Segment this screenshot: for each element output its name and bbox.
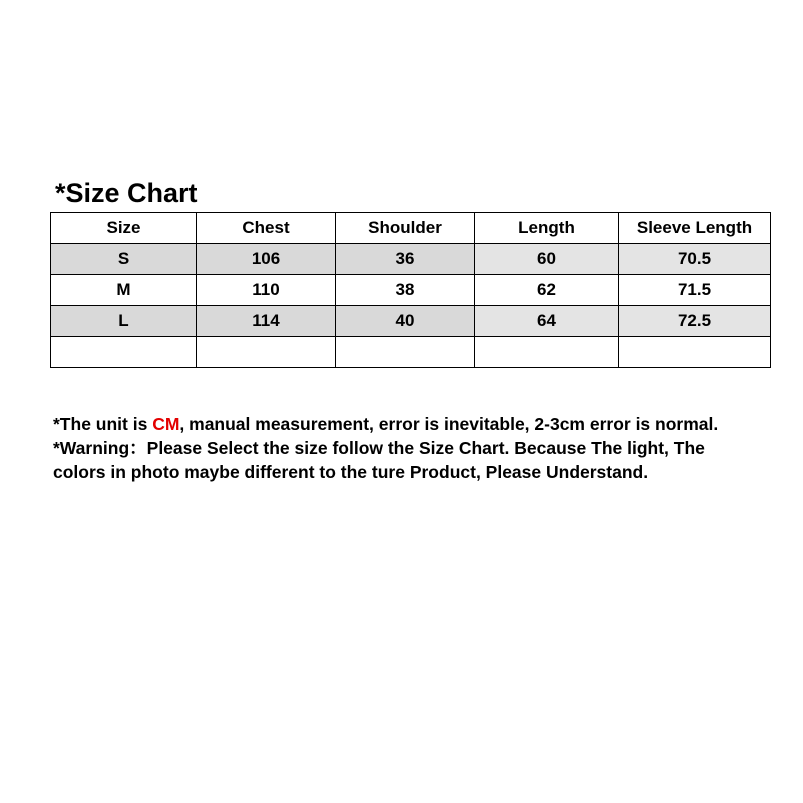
table-cell: 70.5 [619,244,771,275]
unit-label: CM [152,414,180,434]
table-cell: 71.5 [619,275,771,306]
size-chart-title: *Size Chart [55,178,198,208]
table-row [51,244,771,275]
table-cell: 38 [336,275,475,306]
table-cell [475,337,619,368]
table-cell [619,337,771,368]
table-cell: 64 [475,306,619,337]
table-cell: 36 [336,244,475,275]
table-cell: 62 [475,275,619,306]
table-row-empty [51,337,771,368]
column-header-chest: Chest [197,213,336,244]
note-body: , manual measurement, error is inevitable, 2-3cm error is normal. *Warning：Please Select the size follow the Size Chart. Because The light, The colors in photo maybe different to the ture Product, Please Understand. [53,414,719,482]
table-cell: 72.5 [619,306,771,337]
table-row [51,275,771,306]
size-chart-table [50,212,771,368]
column-header-size: Size [51,213,197,244]
column-header-sleeve-length: Sleeve Length [619,213,771,244]
table-cell: 40 [336,306,475,337]
table-cell: 114 [197,306,336,337]
table-cell: L [51,306,197,337]
column-header-shoulder: Shoulder [336,213,475,244]
note-prefix: *The unit is [53,414,153,434]
table-cell: 106 [197,244,336,275]
table-cell: 110 [197,275,336,306]
table-cell [197,337,336,368]
table-cell [336,337,475,368]
measurement-note [53,412,753,484]
table-cell: S [51,244,197,275]
table-header-row [51,213,771,244]
table-cell [51,337,197,368]
column-header-length: Length [475,213,619,244]
table-row [51,306,771,337]
table-cell: M [51,275,197,306]
table-cell: 60 [475,244,619,275]
